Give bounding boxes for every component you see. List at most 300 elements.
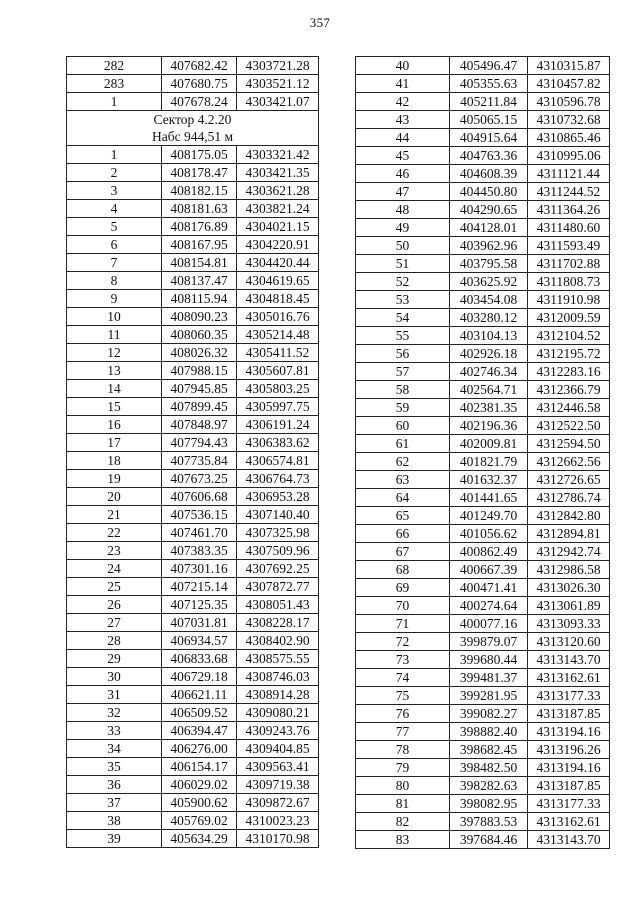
point-number-cell: 50 [356,237,450,255]
y-coordinate-cell: 4310995.06 [528,147,610,165]
table-row [67,632,319,650]
x-coordinate-cell: 403625.92 [450,273,528,291]
x-coordinate-cell: 407848.97 [162,416,237,434]
table-row [356,291,610,309]
point-number-cell: 79 [356,759,450,777]
table-row [356,687,610,705]
table-row [356,795,610,813]
y-coordinate-cell: 4303721.28 [237,57,319,75]
table-row [356,723,610,741]
y-coordinate-cell: 4308914.28 [237,686,319,704]
y-coordinate-cell: 4312726.65 [528,471,610,489]
table-row [356,309,610,327]
y-coordinate-cell: 4305607.81 [237,362,319,380]
table-row [356,75,610,93]
x-coordinate-cell: 404763.36 [450,147,528,165]
x-coordinate-cell: 400077.16 [450,615,528,633]
y-coordinate-cell: 4313061.89 [528,597,610,615]
x-coordinate-cell: 408060.35 [162,326,237,344]
x-coordinate-cell: 407606.68 [162,488,237,506]
point-number-cell: 39 [67,830,162,848]
x-coordinate-cell: 405634.29 [162,830,237,848]
sector-header-cell [67,111,319,146]
table-row [356,219,610,237]
table-row [67,254,319,272]
x-coordinate-cell: 405769.02 [162,812,237,830]
point-number-cell: 76 [356,705,450,723]
point-number-cell: 52 [356,273,450,291]
point-number-cell: 4 [67,200,162,218]
point-number-cell: 69 [356,579,450,597]
y-coordinate-cell: 4313143.70 [528,831,610,849]
sector-header-row [67,111,319,146]
x-coordinate-cell: 408175.05 [162,146,237,164]
x-coordinate-cell: 398482.50 [450,759,528,777]
point-number-cell: 10 [67,308,162,326]
x-coordinate-cell: 401056.62 [450,525,528,543]
y-coordinate-cell: 4308402.90 [237,632,319,650]
point-number-cell: 60 [356,417,450,435]
x-coordinate-cell: 406833.68 [162,650,237,668]
y-coordinate-cell: 4310732.68 [528,111,610,129]
x-coordinate-cell: 407678.24 [162,93,237,111]
y-coordinate-cell: 4311910.98 [528,291,610,309]
table-row [67,344,319,362]
table-row [356,93,610,111]
table-row [356,615,610,633]
table-row [67,416,319,434]
table-row [356,345,610,363]
x-coordinate-cell: 400667.39 [450,561,528,579]
point-number-cell: 68 [356,561,450,579]
x-coordinate-cell: 403795.58 [450,255,528,273]
y-coordinate-cell: 4308746.03 [237,668,319,686]
table-row [356,57,610,75]
y-coordinate-cell: 4310865.46 [528,129,610,147]
point-number-cell: 67 [356,543,450,561]
y-coordinate-cell: 4307872.77 [237,578,319,596]
x-coordinate-cell: 407899.45 [162,398,237,416]
table-row [356,651,610,669]
x-coordinate-cell: 402009.81 [450,435,528,453]
table-row [67,93,319,111]
point-number-cell: 70 [356,597,450,615]
point-number-cell: 283 [67,75,162,93]
table-row [356,543,610,561]
table-row [67,686,319,704]
coordinates-table-left [66,56,319,848]
table-row [356,417,610,435]
point-number-cell: 43 [356,111,450,129]
x-coordinate-cell: 408115.94 [162,290,237,308]
point-number-cell: 75 [356,687,450,705]
x-coordinate-cell: 407215.14 [162,578,237,596]
point-number-cell: 83 [356,831,450,849]
y-coordinate-cell: 4313026.30 [528,579,610,597]
y-coordinate-cell: 4313196.26 [528,741,610,759]
x-coordinate-cell: 405065.15 [450,111,528,129]
point-number-cell: 35 [67,758,162,776]
point-number-cell: 56 [356,345,450,363]
table-row [356,561,610,579]
x-coordinate-cell: 405496.47 [450,57,528,75]
x-coordinate-cell: 407031.81 [162,614,237,632]
point-number-cell: 53 [356,291,450,309]
y-coordinate-cell: 4303321.42 [237,146,319,164]
point-number-cell: 45 [356,147,450,165]
point-number-cell: 64 [356,489,450,507]
x-coordinate-cell: 401632.37 [450,471,528,489]
point-number-cell: 18 [67,452,162,470]
y-coordinate-cell: 4304818.45 [237,290,319,308]
point-number-cell: 12 [67,344,162,362]
table-row [356,111,610,129]
table-row [67,578,319,596]
table-row [67,758,319,776]
point-number-cell: 24 [67,560,162,578]
y-coordinate-cell: 4308575.55 [237,650,319,668]
point-number-cell: 34 [67,740,162,758]
point-number-cell: 6 [67,236,162,254]
y-coordinate-cell: 4312195.72 [528,345,610,363]
x-coordinate-cell: 408137.47 [162,272,237,290]
y-coordinate-cell: 4303621.28 [237,182,319,200]
y-coordinate-cell: 4304220.91 [237,236,319,254]
point-number-cell: 51 [356,255,450,273]
point-number-cell: 59 [356,399,450,417]
y-coordinate-cell: 4309719.38 [237,776,319,794]
x-coordinate-cell: 403454.08 [450,291,528,309]
x-coordinate-cell: 404450.80 [450,183,528,201]
point-number-cell: 80 [356,777,450,795]
point-number-cell: 47 [356,183,450,201]
point-number-cell: 42 [356,93,450,111]
table-row [67,434,319,452]
point-number-cell: 3 [67,182,162,200]
table-row [356,435,610,453]
y-coordinate-cell: 4306764.73 [237,470,319,488]
x-coordinate-cell: 405900.62 [162,794,237,812]
table-row [67,164,319,182]
x-coordinate-cell: 404915.64 [450,129,528,147]
point-number-cell: 14 [67,380,162,398]
y-coordinate-cell: 4305803.25 [237,380,319,398]
y-coordinate-cell: 4307140.40 [237,506,319,524]
table-row [67,146,319,164]
x-coordinate-cell: 401441.65 [450,489,528,507]
x-coordinate-cell: 401249.70 [450,507,528,525]
table-row [67,200,319,218]
point-number-cell: 7 [67,254,162,272]
y-coordinate-cell: 4303421.07 [237,93,319,111]
point-number-cell: 13 [67,362,162,380]
x-coordinate-cell: 397883.53 [450,813,528,831]
table-row [356,489,610,507]
y-coordinate-cell: 4311244.52 [528,183,610,201]
table-row [67,776,319,794]
point-number-cell: 32 [67,704,162,722]
point-number-cell: 28 [67,632,162,650]
table-row [67,668,319,686]
y-coordinate-cell: 4309563.41 [237,758,319,776]
table-row [67,452,319,470]
y-coordinate-cell: 4311480.60 [528,219,610,237]
table-row [67,614,319,632]
y-coordinate-cell: 4310596.78 [528,93,610,111]
y-coordinate-cell: 4313162.61 [528,813,610,831]
y-coordinate-cell: 4305214.48 [237,326,319,344]
x-coordinate-cell: 399082.27 [450,705,528,723]
y-coordinate-cell: 4310457.82 [528,75,610,93]
point-number-cell: 81 [356,795,450,813]
y-coordinate-cell: 4309080.21 [237,704,319,722]
x-coordinate-cell: 399481.37 [450,669,528,687]
x-coordinate-cell: 403962.96 [450,237,528,255]
table-row [356,237,610,255]
y-coordinate-cell: 4312522.50 [528,417,610,435]
table-row [356,777,610,795]
table-row [67,812,319,830]
y-coordinate-cell: 4303421.35 [237,164,319,182]
point-number-cell: 21 [67,506,162,524]
x-coordinate-cell: 403280.12 [450,309,528,327]
table-row [67,380,319,398]
point-number-cell: 31 [67,686,162,704]
table-row [67,470,319,488]
y-coordinate-cell: 4305016.76 [237,308,319,326]
x-coordinate-cell: 408181.63 [162,200,237,218]
y-coordinate-cell: 4306574.81 [237,452,319,470]
table-row [67,830,319,848]
x-coordinate-cell: 401821.79 [450,453,528,471]
point-number-cell: 63 [356,471,450,489]
x-coordinate-cell: 405211.84 [450,93,528,111]
x-coordinate-cell: 407125.35 [162,596,237,614]
x-coordinate-cell: 403104.13 [450,327,528,345]
point-number-cell: 44 [356,129,450,147]
table-row [356,273,610,291]
y-coordinate-cell: 4305997.75 [237,398,319,416]
y-coordinate-cell: 4313187.85 [528,777,610,795]
x-coordinate-cell: 398882.40 [450,723,528,741]
table-row [356,471,610,489]
y-coordinate-cell: 4311808.73 [528,273,610,291]
y-coordinate-cell: 4312366.79 [528,381,610,399]
x-coordinate-cell: 406509.52 [162,704,237,722]
y-coordinate-cell: 4306191.24 [237,416,319,434]
table-row [356,831,610,849]
table-row [356,327,610,345]
y-coordinate-cell: 4312446.58 [528,399,610,417]
table-row [67,290,319,308]
y-coordinate-cell: 4306953.28 [237,488,319,506]
y-coordinate-cell: 4313143.70 [528,651,610,669]
y-coordinate-cell: 4311364.26 [528,201,610,219]
x-coordinate-cell: 407461.70 [162,524,237,542]
point-number-cell: 82 [356,813,450,831]
point-number-cell: 40 [356,57,450,75]
point-number-cell: 41 [356,75,450,93]
x-coordinate-cell: 400274.64 [450,597,528,615]
table-row [356,453,610,471]
x-coordinate-cell: 399879.07 [450,633,528,651]
point-number-cell: 27 [67,614,162,632]
point-number-cell: 49 [356,219,450,237]
table-row [67,542,319,560]
table-row [67,218,319,236]
point-number-cell: 62 [356,453,450,471]
x-coordinate-cell: 402746.34 [450,363,528,381]
x-coordinate-cell: 407673.25 [162,470,237,488]
table-row [67,560,319,578]
point-number-cell: 78 [356,741,450,759]
x-coordinate-cell: 406394.47 [162,722,237,740]
table-row [356,147,610,165]
table-row [356,759,610,777]
x-coordinate-cell: 407735.84 [162,452,237,470]
table-row [67,524,319,542]
point-number-cell: 71 [356,615,450,633]
y-coordinate-cell: 4311702.88 [528,255,610,273]
x-coordinate-cell: 399281.95 [450,687,528,705]
table-row [356,669,610,687]
table-row [356,363,610,381]
coordinates-table-right-body [356,57,610,849]
x-coordinate-cell: 407301.16 [162,560,237,578]
point-number-cell: 73 [356,651,450,669]
x-coordinate-cell: 407988.15 [162,362,237,380]
point-number-cell: 25 [67,578,162,596]
x-coordinate-cell: 397684.46 [450,831,528,849]
y-coordinate-cell: 4312283.16 [528,363,610,381]
x-coordinate-cell: 406154.17 [162,758,237,776]
point-number-cell: 77 [356,723,450,741]
coordinates-table-left-body [67,57,319,848]
y-coordinate-cell: 4306383.62 [237,434,319,452]
point-number-cell: 5 [67,218,162,236]
table-row [67,182,319,200]
point-number-cell: 61 [356,435,450,453]
point-number-cell: 55 [356,327,450,345]
x-coordinate-cell: 408176.89 [162,218,237,236]
table-row [356,507,610,525]
point-number-cell: 22 [67,524,162,542]
point-number-cell: 72 [356,633,450,651]
table-row [67,362,319,380]
point-number-cell: 16 [67,416,162,434]
point-number-cell: 37 [67,794,162,812]
table-row [356,597,610,615]
y-coordinate-cell: 4307509.96 [237,542,319,560]
x-coordinate-cell: 404608.39 [450,165,528,183]
x-coordinate-cell: 406729.18 [162,668,237,686]
y-coordinate-cell: 4310023.23 [237,812,319,830]
table-row [356,381,610,399]
point-number-cell: 30 [67,668,162,686]
table-row [67,308,319,326]
x-coordinate-cell: 402381.35 [450,399,528,417]
point-number-cell: 1 [67,146,162,164]
point-number-cell: 48 [356,201,450,219]
y-coordinate-cell: 4312986.58 [528,561,610,579]
y-coordinate-cell: 4311593.49 [528,237,610,255]
point-number-cell: 46 [356,165,450,183]
x-coordinate-cell: 406621.11 [162,686,237,704]
x-coordinate-cell: 404128.01 [450,219,528,237]
x-coordinate-cell: 407383.35 [162,542,237,560]
point-number-cell: 9 [67,290,162,308]
point-number-cell: 74 [356,669,450,687]
y-coordinate-cell: 4308228.17 [237,614,319,632]
y-coordinate-cell: 4313177.33 [528,687,610,705]
x-coordinate-cell: 402926.18 [450,345,528,363]
point-number-cell: 19 [67,470,162,488]
y-coordinate-cell: 4312894.81 [528,525,610,543]
point-number-cell: 2 [67,164,162,182]
y-coordinate-cell: 4304021.15 [237,218,319,236]
point-number-cell: 33 [67,722,162,740]
table-row [356,129,610,147]
y-coordinate-cell: 4309404.85 [237,740,319,758]
y-coordinate-cell: 4307325.98 [237,524,319,542]
y-coordinate-cell: 4303521.12 [237,75,319,93]
x-coordinate-cell: 408167.95 [162,236,237,254]
sector-height: Набс 944,51 м [151,129,234,144]
x-coordinate-cell: 408154.81 [162,254,237,272]
y-coordinate-cell: 4312104.52 [528,327,610,345]
table-row [356,165,610,183]
x-coordinate-cell: 400471.41 [450,579,528,597]
point-number-cell: 15 [67,398,162,416]
table-row [67,596,319,614]
table-row [356,705,610,723]
x-coordinate-cell: 404290.65 [450,201,528,219]
x-coordinate-cell: 406934.57 [162,632,237,650]
y-coordinate-cell: 4309872.67 [237,794,319,812]
table-row [67,75,319,93]
point-number-cell: 66 [356,525,450,543]
table-row [356,633,610,651]
y-coordinate-cell: 4312009.59 [528,309,610,327]
y-coordinate-cell: 4313093.33 [528,615,610,633]
point-number-cell: 29 [67,650,162,668]
table-row [67,488,319,506]
x-coordinate-cell: 408026.32 [162,344,237,362]
y-coordinate-cell: 4312662.56 [528,453,610,471]
point-number-cell: 20 [67,488,162,506]
table-row [356,579,610,597]
table-row [356,255,610,273]
point-number-cell: 36 [67,776,162,794]
x-coordinate-cell: 407682.42 [162,57,237,75]
y-coordinate-cell: 4304619.65 [237,272,319,290]
sector-title: Сектор 4.2.20 [153,112,232,127]
x-coordinate-cell: 400862.49 [450,543,528,561]
x-coordinate-cell: 398282.63 [450,777,528,795]
point-number-cell: 58 [356,381,450,399]
y-coordinate-cell: 4312942.74 [528,543,610,561]
table-row [356,399,610,417]
y-coordinate-cell: 4310315.87 [528,57,610,75]
table-row [356,525,610,543]
table-row [356,201,610,219]
table-row [67,398,319,416]
y-coordinate-cell: 4312842.80 [528,507,610,525]
y-coordinate-cell: 4307692.25 [237,560,319,578]
y-coordinate-cell: 4312786.74 [528,489,610,507]
point-number-cell: 57 [356,363,450,381]
point-number-cell: 54 [356,309,450,327]
